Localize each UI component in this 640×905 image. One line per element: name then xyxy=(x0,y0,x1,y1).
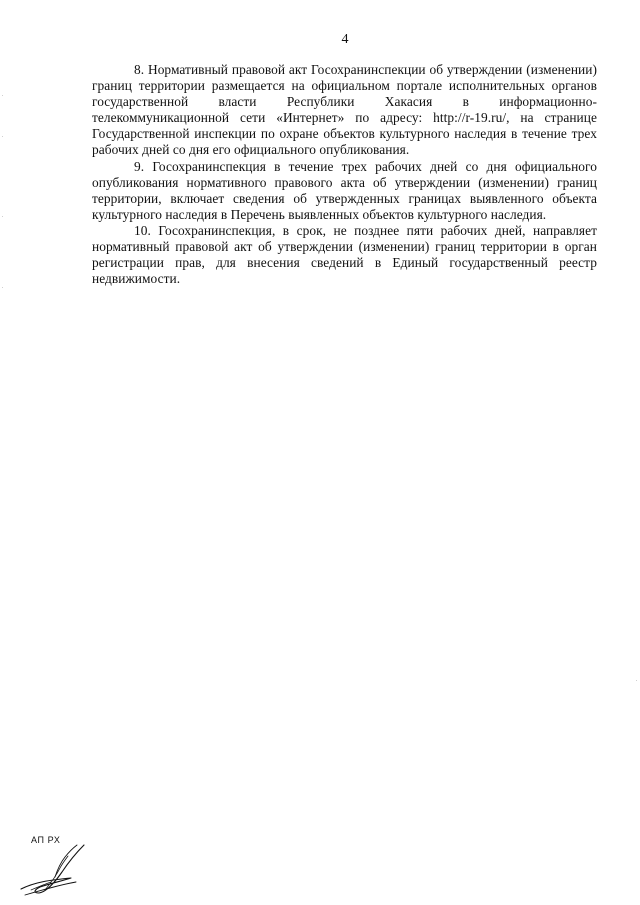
paragraph-10: 10. Госохранинспекция, в срок, не позднее пяти рабочих дней, направляет нормативный правовой акт об утверждении (изменении) границ территории в орган регистрации прав, для внесения сведений в Единый государственный реестр недвижимости. xyxy=(92,222,597,287)
scan-dot xyxy=(636,680,637,681)
signature-icon xyxy=(15,832,90,902)
scan-dot xyxy=(2,216,3,217)
paragraph-8: 8. Нормативный правовой акт Госохранинспекции об утверждении (изменении) границ территории размещается на официальном портале исполнительных органов государственной власти Республики Хакасия в информационно-телекоммуникационной сети «Интернет» по адресу: http://r-19.ru/, на странице Государственной инспекции по охране объектов культурного наследия в течение трех рабочих дней со дня его официального опубликования. xyxy=(92,62,597,158)
document-body xyxy=(92,62,597,287)
scan-dot xyxy=(2,287,3,288)
footer-label: АП РХ xyxy=(31,835,61,845)
paragraph-9: 9. Госохранинспекция в течение трех рабочих дней со дня официального опубликования нормативного правового акта об утверждении (изменении) границ территории, включает сведения об утвержденных границах выявленного объекта культурного наследия в Перечень выявленных объектов культурного наследия. xyxy=(92,158,597,222)
scan-dot xyxy=(2,95,3,96)
scan-dot xyxy=(2,136,3,137)
page-number: 4 xyxy=(341,32,349,47)
